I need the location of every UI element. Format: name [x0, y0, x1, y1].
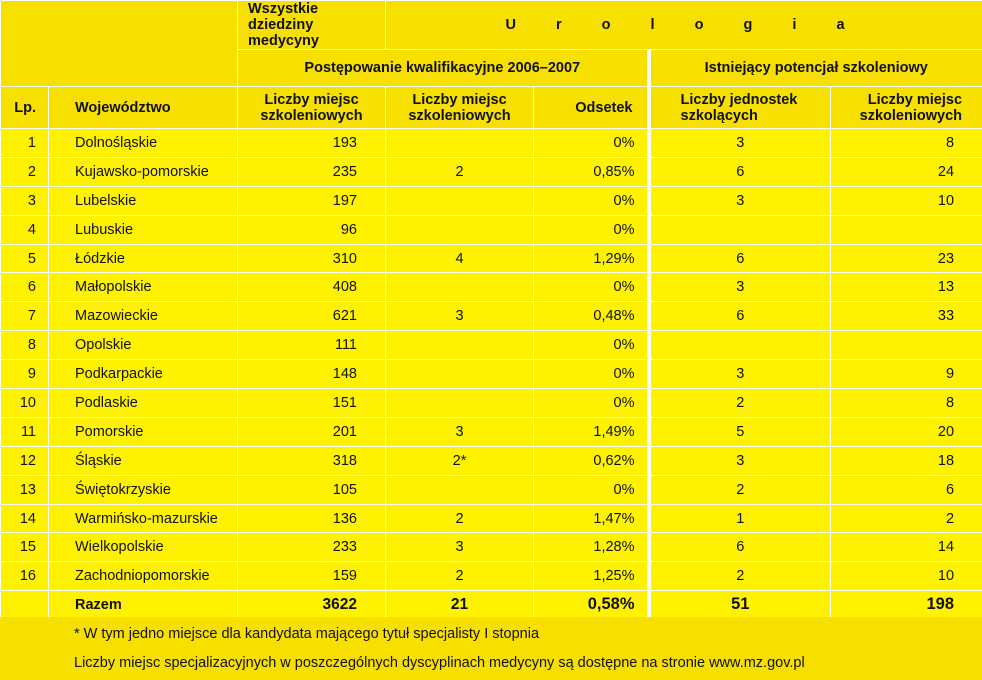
- cell-units: 2: [649, 562, 831, 591]
- col-units: Liczby jednostek szkolących: [649, 87, 831, 129]
- cell-wojewodztwo: Lubelskie: [49, 186, 238, 215]
- cell-places-potential: [831, 331, 982, 360]
- cell-places-all: 151: [238, 389, 386, 418]
- cell-places-potential: 6: [831, 475, 982, 504]
- col-wojewodztwo: Województwo: [49, 87, 238, 129]
- cell-places-all: 408: [238, 273, 386, 302]
- cell-odsetek: 0%: [534, 360, 649, 389]
- cell-places-urology: [386, 129, 534, 158]
- cell-odsetek: 0,48%: [534, 302, 649, 331]
- cell-places-urology: [386, 273, 534, 302]
- cell-wojewodztwo: Warmińsko-mazurskie: [49, 504, 238, 533]
- cell-lp: 12: [1, 446, 49, 475]
- cell-odsetek: 0%: [534, 273, 649, 302]
- cell-places-potential: 20: [831, 417, 982, 446]
- cell-odsetek: 0%: [534, 186, 649, 215]
- total-row: [1, 591, 982, 619]
- cell-units: 6: [649, 157, 831, 186]
- table-row: [1, 417, 982, 446]
- cell-places-urology: [386, 215, 534, 244]
- cell-places-urology: [386, 475, 534, 504]
- table-row: [1, 360, 982, 389]
- total-all: 3622: [238, 591, 386, 619]
- cell-lp: 9: [1, 360, 49, 389]
- cell-lp: 3: [1, 186, 49, 215]
- cell-odsetek: 0%: [534, 215, 649, 244]
- cell-places-all: 318: [238, 446, 386, 475]
- table-row: [1, 475, 982, 504]
- cell-odsetek: 1,47%: [534, 504, 649, 533]
- table-row: [1, 157, 982, 186]
- cell-lp: 5: [1, 244, 49, 273]
- table-row: [1, 129, 982, 158]
- cell-places-potential: 24: [831, 157, 982, 186]
- cell-places-all: 105: [238, 475, 386, 504]
- cell-odsetek: 1,28%: [534, 533, 649, 562]
- cell-places-urology: [386, 389, 534, 418]
- cell-places-potential: 14: [831, 533, 982, 562]
- total-potential: 198: [831, 591, 982, 619]
- cell-places-all: 96: [238, 215, 386, 244]
- cell-places-urology: [386, 186, 534, 215]
- cell-lp: 16: [1, 562, 49, 591]
- cell-units: 3: [649, 273, 831, 302]
- cell-places-urology: 3: [386, 302, 534, 331]
- cell-places-urology: 3: [386, 417, 534, 446]
- col-places-urology: Liczby miejsc szkoleniowych: [386, 87, 534, 129]
- cell-places-urology: [386, 360, 534, 389]
- cell-wojewodztwo: Pomorskie: [49, 417, 238, 446]
- cell-wojewodztwo: Kujawsko-pomorskie: [49, 157, 238, 186]
- cell-places-all: 197: [238, 186, 386, 215]
- cell-lp: 13: [1, 475, 49, 504]
- cell-places-potential: 33: [831, 302, 982, 331]
- cell-places-potential: 9: [831, 360, 982, 389]
- cell-odsetek: 0%: [534, 129, 649, 158]
- cell-places-urology: 2: [386, 157, 534, 186]
- table-row: [1, 562, 982, 591]
- cell-units: 2: [649, 475, 831, 504]
- cell-places-all: 233: [238, 533, 386, 562]
- cell-lp: 10: [1, 389, 49, 418]
- total-units: 51: [649, 591, 831, 619]
- cell-odsetek: 0,85%: [534, 157, 649, 186]
- cell-wojewodztwo: Podkarpackie: [49, 360, 238, 389]
- cell-units: 1: [649, 504, 831, 533]
- cell-places-all: 111: [238, 331, 386, 360]
- cell-odsetek: 0%: [534, 331, 649, 360]
- cell-units: [649, 215, 831, 244]
- cell-places-potential: 8: [831, 389, 982, 418]
- cell-lp: 8: [1, 331, 49, 360]
- cell-wojewodztwo: Opolskie: [49, 331, 238, 360]
- cell-wojewodztwo: Małopolskie: [49, 273, 238, 302]
- cell-units: [649, 331, 831, 360]
- header-blank: [1, 1, 238, 87]
- cell-odsetek: 1,29%: [534, 244, 649, 273]
- cell-units: 3: [649, 129, 831, 158]
- cell-wojewodztwo: Zachodniopomorskie: [49, 562, 238, 591]
- header-row-1: [1, 1, 982, 50]
- cell-lp: 14: [1, 504, 49, 533]
- header-procedure: Postępowanie kwalifikacyjne 2006–2007: [238, 50, 649, 87]
- cell-units: 5: [649, 417, 831, 446]
- header-specialty: U r o l o g i a: [386, 1, 982, 50]
- header-potential: Istniejący potencjał szkoleniowy: [649, 50, 982, 87]
- cell-wojewodztwo: Podlaskie: [49, 389, 238, 418]
- cell-lp: 2: [1, 157, 49, 186]
- cell-places-all: 148: [238, 360, 386, 389]
- table-row: [1, 389, 982, 418]
- table-row: [1, 273, 982, 302]
- table-row: [1, 446, 982, 475]
- col-odsetek: Odsetek: [534, 87, 649, 129]
- cell-places-all: 310: [238, 244, 386, 273]
- cell-lp: 6: [1, 273, 49, 302]
- table-row: [1, 331, 982, 360]
- col-places-potential: Liczby miejsc szkoleniowych: [831, 87, 982, 129]
- cell-wojewodztwo: Łódzkie: [49, 244, 238, 273]
- cell-places-urology: 3: [386, 533, 534, 562]
- cell-lp: 1: [1, 129, 49, 158]
- total-label: Razem: [49, 591, 238, 619]
- cell-odsetek: 0,62%: [534, 446, 649, 475]
- cell-places-all: 159: [238, 562, 386, 591]
- cell-places-all: 235: [238, 157, 386, 186]
- cell-odsetek: 0%: [534, 475, 649, 504]
- cell-lp: 11: [1, 417, 49, 446]
- cell-units: 3: [649, 186, 831, 215]
- table-row: [1, 244, 982, 273]
- cell-places-potential: 10: [831, 186, 982, 215]
- cell-places-all: 193: [238, 129, 386, 158]
- table-row: [1, 533, 982, 562]
- cell-places-potential: 18: [831, 446, 982, 475]
- cell-odsetek: 0%: [534, 389, 649, 418]
- cell-places-potential: 2: [831, 504, 982, 533]
- cell-units: 6: [649, 302, 831, 331]
- table-body: [1, 129, 982, 591]
- cell-lp: 7: [1, 302, 49, 331]
- header-row-3: [1, 87, 982, 129]
- cell-places-potential: [831, 215, 982, 244]
- cell-places-all: 621: [238, 302, 386, 331]
- cell-lp: 15: [1, 533, 49, 562]
- header-all-fields: Wszystkie dziedziny medycyny: [238, 1, 386, 50]
- cell-wojewodztwo: Dolnośląskie: [49, 129, 238, 158]
- cell-wojewodztwo: Lubuskie: [49, 215, 238, 244]
- cell-places-all: 201: [238, 417, 386, 446]
- cell-units: 6: [649, 533, 831, 562]
- cell-places-potential: 13: [831, 273, 982, 302]
- footnote-asterisk: * W tym jedno miejsce dla kandydata mającego tytuł specjalisty I stopnia: [74, 626, 540, 642]
- footnote-source: Liczby miejsc specjalizacyjnych w poszczególnych dyscyplinach medycyny są dostępne na stronie www.mz.gov.pl: [74, 655, 805, 671]
- cell-places-all: 136: [238, 504, 386, 533]
- cell-lp: 4: [1, 215, 49, 244]
- footer: [0, 617, 982, 680]
- cell-units: 6: [649, 244, 831, 273]
- cell-places-potential: 23: [831, 244, 982, 273]
- cell-wojewodztwo: Świętokrzyskie: [49, 475, 238, 504]
- cell-odsetek: 1,25%: [534, 562, 649, 591]
- cell-wojewodztwo: Śląskie: [49, 446, 238, 475]
- cell-units: 3: [649, 446, 831, 475]
- cell-places-urology: 2*: [386, 446, 534, 475]
- cell-wojewodztwo: Mazowieckie: [49, 302, 238, 331]
- cell-wojewodztwo: Wielkopolskie: [49, 533, 238, 562]
- cell-places-urology: [386, 331, 534, 360]
- cell-places-potential: 8: [831, 129, 982, 158]
- cell-places-potential: 10: [831, 562, 982, 591]
- col-places-all: Liczby miejsc szkoleniowych: [238, 87, 386, 129]
- table-row: [1, 302, 982, 331]
- cell-places-urology: 2: [386, 562, 534, 591]
- total-pct: 0,58%: [534, 591, 649, 619]
- table-row: [1, 186, 982, 215]
- col-lp: Lp.: [1, 87, 49, 129]
- total-lp: [1, 591, 49, 619]
- cell-units: 2: [649, 389, 831, 418]
- total-urology: 21: [386, 591, 534, 619]
- cell-places-urology: 4: [386, 244, 534, 273]
- cell-odsetek: 1,49%: [534, 417, 649, 446]
- cell-places-urology: 2: [386, 504, 534, 533]
- table-row: [1, 504, 982, 533]
- table-row: [1, 215, 982, 244]
- cell-units: 3: [649, 360, 831, 389]
